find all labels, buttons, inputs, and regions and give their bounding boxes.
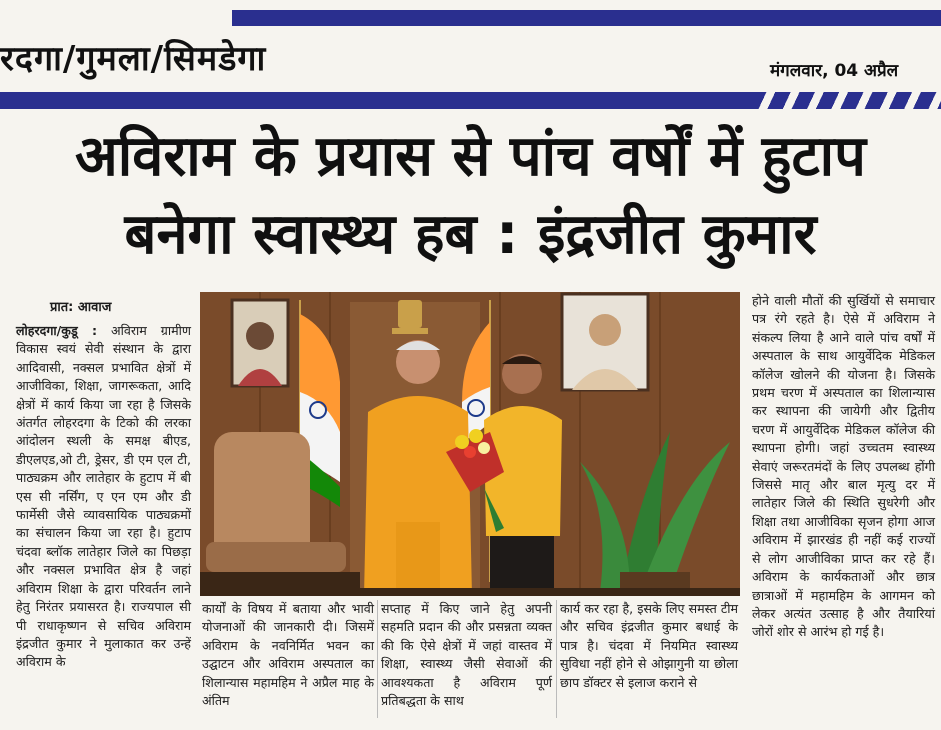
masthead-stripes — [751, 92, 941, 109]
headline-line-2: बनेगा स्वास्थ्य हब : इंद्रजीत कुमार — [124, 202, 817, 267]
column-2-text: कार्यों के विषय में बताया और भावी योजनाओं की जानकारी दी। जिसमें अविराम के नवनिर्मित भवन का उद्घाटन और अविराम अस्पताल का शिलान्यास महामहिम ने अप्रैल माह के अंतिम — [202, 601, 374, 709]
masthead-region: रदगा/गुमला/सिमडेगा — [0, 39, 267, 79]
article-column-3 — [381, 600, 552, 710]
headline-line-1: अविराम के प्रयास से पांच वर्षों में हुटाप — [74, 124, 866, 189]
article-byline: प्रात: आवाज — [50, 300, 112, 315]
masthead-top-bar — [232, 10, 941, 26]
column-1-paragraph — [16, 322, 191, 672]
photo-illustration — [200, 292, 740, 596]
portrait-frame-icon — [232, 300, 288, 386]
portrait-frame-icon-right — [562, 294, 648, 390]
masthead-dateline: मंगलवार, 04 अप्रैल — [770, 61, 899, 81]
masthead-rule-bar — [0, 92, 941, 109]
column-divider — [377, 600, 378, 718]
column-1-text: अविराम ग्रामीण विकास स्वयं सेवी संस्थान के द्वारा आदिवासी, नक्सल प्रभावित क्षेत्रों में आजीविका, शिक्षा, जागरूकता, आदि क्षेत्रों में कार्य किया जा रहा है जिसके अंतर्गत लोहरदगा के टिको की लरका आंदोलन स्थली के समक्ष बीएड, डीएलएड,ओ टी, ड्रेसर, डी एम एल टी, पाठ्यक्रम और लातेहार के हुटाप में बी एस सी नर्सिंग, ए एन एम और डी फार्मेसी जैसे व्यावसायिक पाठ्यक्रमों का संचालन किया जा रहा है। हुटाप चंदवा ब्लॉक लातेहार जिले का पिछड़ा और नक्सल प्रभावित क्षेत्र है जहां अविराम शिक्षा के द्वारा परिवर्तन लाने हेतु निरंतर प्रयासरत है। राज्यपाल सी पी राधाकृष्णन से सचिव अविराम इंद्रजीत कुमार ने मुलाकात कर उन्हें अविराम के — [16, 323, 191, 670]
article-column-2 — [202, 600, 374, 710]
column-5-text: होने वाली मौतों की सुर्खियों से समाचार पत्र रंगे रहते है। ऐसे में अविराम ने संकल्प लिया है आने वाले पांच वर्षों में अस्पताल के साथ आयुर्वेदिक मेडिकल कॉलेज खोलने की योजना है। जिसके प्रथम चरण में अस्पताल का शिलान्यास कर स्थापना की जायेगी और द्वितीय चरण में आयुर्वेदिक मेडिकल कॉलेज की स्थापना होगी। जहां उच्चतम स्वास्थ्य सेवाएं जरूरतमंदों के लिए उपलब्ध होंगी जिससे मातृ और बाल मृत्यु दर में लातेहार जिले की स्थिति सुधरेगी और शिक्षा तथा आजीविका सृजन होगा आज अविराम में झारखंड ही नहीं कई राज्यों से लोग आजीविका प्राप्त कर रहे हैं। अविराम के कार्यकताओं और छात्र छात्राओं में महामहिम के आगमन को लेकर अत्यंत उत्साह है और तैयारियां जोरों शोर से आरंभ हो गई है। — [752, 293, 935, 640]
column-4-text: कार्य कर रहा है, इसके लिए समस्त टीम और सचिव इंद्रजीत कुमार बधाई के पात्र है। चंदवा में नियमित स्वास्थ्य सुविधा नहीं होने से ओझागुनी या छोला छाप डॉक्टर से इलाज कराने से — [560, 601, 738, 690]
dateline-lead: लोहरदगा/कुडू : — [16, 323, 98, 338]
article-photo — [200, 292, 740, 596]
article-column-5 — [752, 292, 935, 642]
article-headline — [0, 118, 941, 274]
column-3-text: सप्ताह में किए जाने हेतु अपनी सहमति प्रदान की और प्रसन्नता व्यक्त की कि ऐसे क्षेत्रों में जहां वास्तव में शिक्षा, स्वास्थ्य जैसी सेवाओं की आवश्यकता है अविराम पूर्ण प्रतिबद्धता के साथ — [381, 601, 552, 709]
article-column-4 — [560, 600, 738, 692]
article-column-1 — [16, 322, 191, 672]
column-divider — [556, 600, 557, 718]
